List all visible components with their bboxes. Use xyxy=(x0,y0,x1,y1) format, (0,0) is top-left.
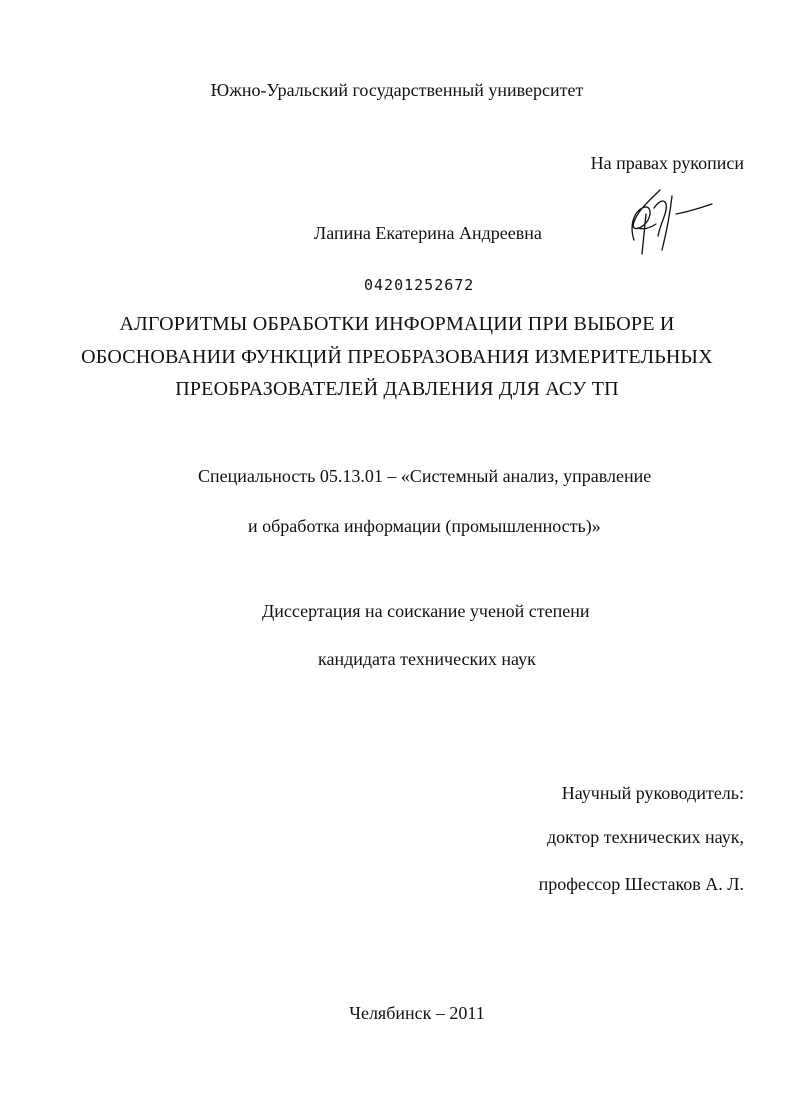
author-name: Лапина Екатерина Андреевна xyxy=(314,223,542,243)
thesis-title-line-3: ПРЕОБРАЗОВАТЕЛЕЙ ДАВЛЕНИЯ ДЛЯ АСУ ТП xyxy=(175,378,619,400)
specialty-line-2: и обработка информации (промышленность)» xyxy=(248,516,601,536)
signature xyxy=(620,184,720,266)
registration-number: 04201252672 xyxy=(364,276,475,294)
university-name: Южно-Уральский государственный университет xyxy=(210,80,584,100)
supervisor-name: профессор Шестаков А. Л. xyxy=(538,874,744,894)
dissertation-line-2: кандидата технических наук xyxy=(318,649,536,669)
supervisor-label: Научный руководитель: xyxy=(561,783,744,803)
dissertation-line-1: Диссертация на соискание ученой степени xyxy=(262,601,590,621)
specialty-line-1: Специальность 05.13.01 – «Системный анализ, управление xyxy=(198,466,652,486)
supervisor-degree: доктор технических наук, xyxy=(547,827,744,847)
manuscript-note: На правах рукописи xyxy=(590,153,744,173)
thesis-title-line-2: ОБОСНОВАНИИ ФУНКЦИЙ ПРЕОБРАЗОВАНИЯ ИЗМЕРИТЕЛЬНЫХ xyxy=(81,346,713,368)
thesis-title-line-1: АЛГОРИТМЫ ОБРАБОТКИ ИНФОРМАЦИИ ПРИ ВЫБОРЕ И xyxy=(119,313,675,335)
city-year: Челябинск – 2011 xyxy=(349,1003,485,1023)
